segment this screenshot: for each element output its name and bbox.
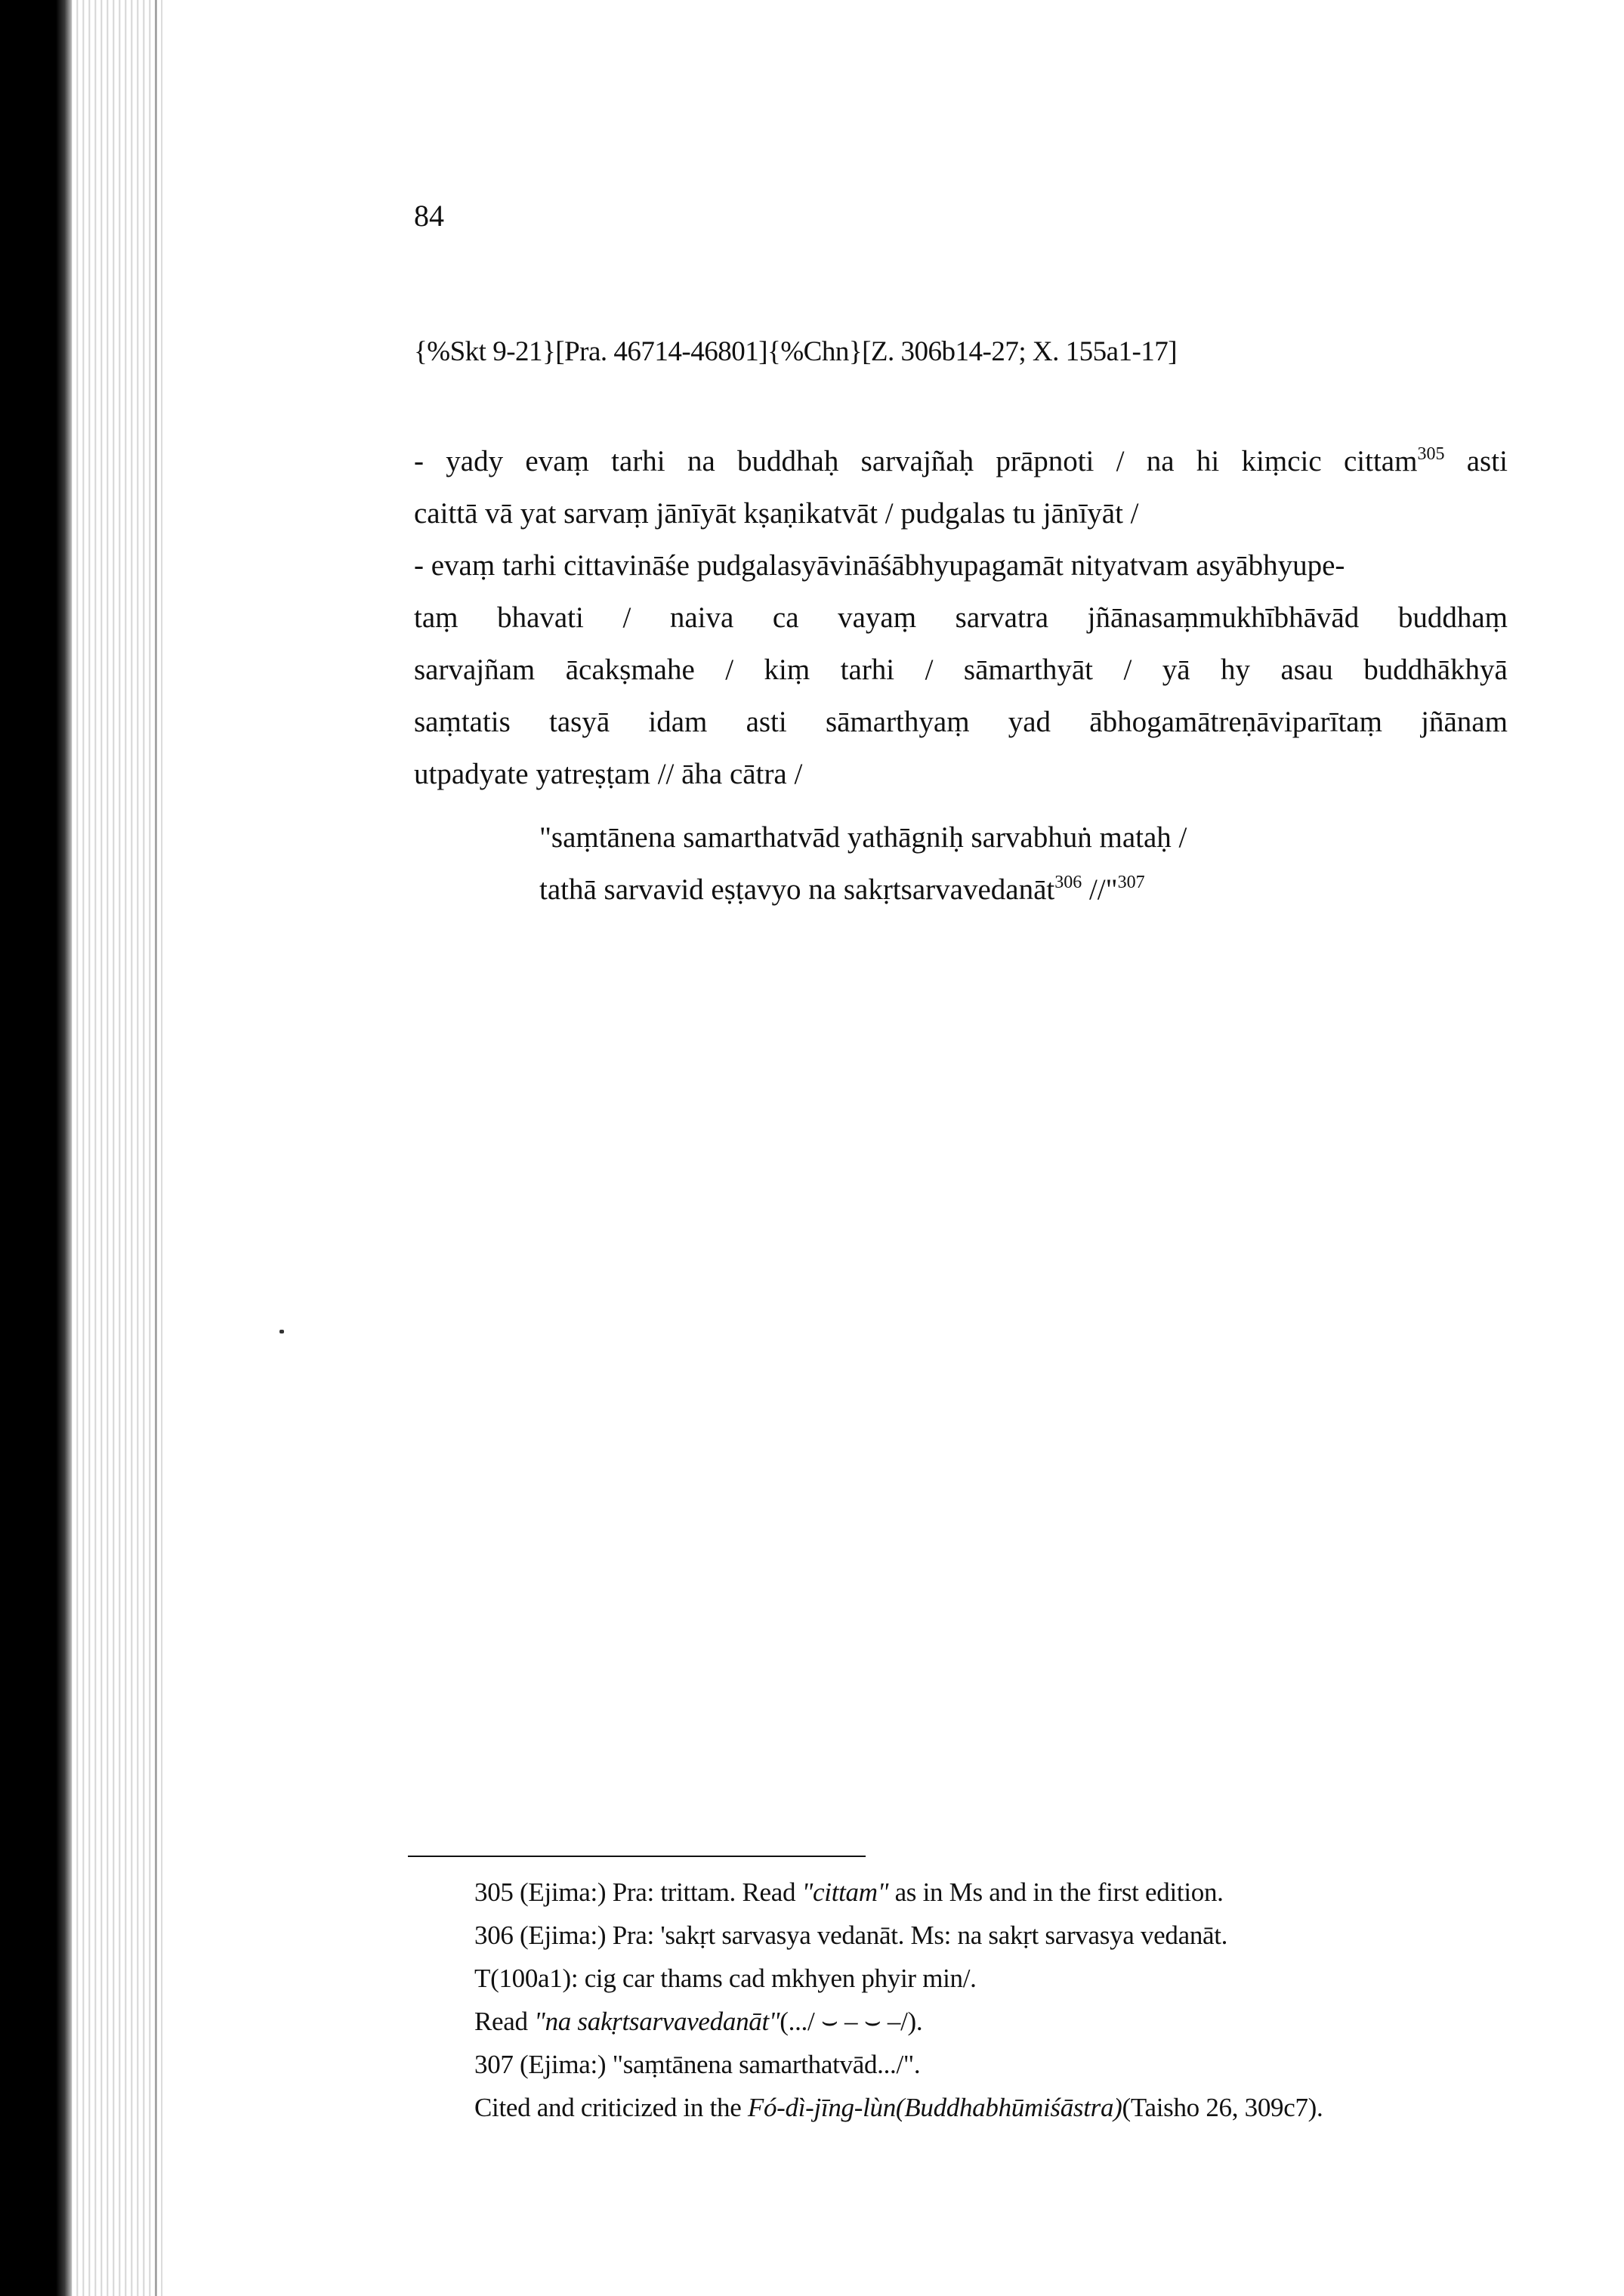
text-segment: Read	[474, 2007, 535, 2036]
text-segment: 306 (Ejima:) Pra: 'sakṛt sarvasya vedanāt. Ms: na sakṛt sarvasya vedanāt.	[474, 1921, 1228, 1950]
word: asti	[1466, 445, 1508, 477]
main-text	[414, 435, 1508, 800]
word: vayaṃ	[838, 601, 917, 634]
word: evaṃ	[525, 445, 589, 477]
word: sāmarthyāt	[963, 654, 1093, 686]
footnote-ref: 307	[1117, 873, 1145, 892]
word: sāmarthyaṃ	[825, 706, 970, 738]
text-line	[414, 748, 1508, 800]
verse-line	[539, 811, 1187, 864]
word: buddhākhyā	[1363, 654, 1508, 686]
text-line	[414, 487, 1508, 539]
word: kiṃcic	[1241, 445, 1322, 477]
footnote-line	[474, 1914, 1323, 1957]
word: tarhi	[840, 654, 895, 686]
word: /	[622, 601, 631, 634]
text-line	[414, 435, 1508, 487]
word: saṃtatis	[414, 706, 511, 738]
italic-text: "na sakṛtsarvavedanāt"	[534, 2007, 780, 2036]
text-segment: - evaṃ tarhi cittavināśe pudgalasyāvināśābhyupagamāt nityatvam asyābhyupe-	[414, 549, 1345, 582]
word: hy	[1221, 654, 1251, 686]
footnote-line	[474, 2043, 1323, 2086]
word: yā	[1162, 654, 1190, 686]
word: tarhi	[611, 445, 665, 477]
footnotes	[474, 1871, 1323, 2129]
text-segment: 307 (Ejima:) "saṃtānena samarthatvād.../".	[474, 2050, 921, 2079]
page-number: 84	[414, 199, 444, 233]
scan-gutter-line	[155, 0, 157, 2296]
word: taṃ	[414, 601, 458, 634]
source-reference: {%Skt 9-21}[Pra. 46714-46801]{%Chn}[Z. 306b14-27; X. 155a1-17]	[414, 336, 1178, 367]
word: yad	[1008, 706, 1051, 738]
word: bhavati	[497, 601, 584, 634]
text-line	[414, 539, 1508, 592]
italic-text: Fó-dì-jīng-lùn(Buddhabhūmiśāstra)	[747, 2093, 1122, 2122]
word: jñānam	[1421, 706, 1508, 738]
word: /	[725, 654, 734, 686]
footnote-ref: 305	[1417, 444, 1445, 464]
word: ābhogamātreṇāviparītaṃ	[1089, 706, 1382, 738]
word: kiṃ	[764, 654, 810, 686]
word: na	[1146, 445, 1175, 477]
text-segment: //"	[1082, 873, 1118, 906]
text-segment: (.../ ⌣ – ⌣ –/).	[780, 2007, 923, 2036]
word: hi	[1196, 445, 1220, 477]
verse-quotation	[539, 811, 1187, 916]
word: /	[925, 654, 934, 686]
footnote-line	[474, 2086, 1323, 2129]
word: -	[414, 445, 424, 477]
text-line	[414, 696, 1508, 748]
footnote-separator	[408, 1856, 866, 1857]
word: asti	[746, 706, 787, 738]
text-segment: 305 (Ejima:) Pra: trittam. Read	[474, 1877, 802, 1907]
word: idam	[648, 706, 708, 738]
word: ca	[772, 601, 799, 634]
text-line	[414, 644, 1508, 696]
word: buddhaḥ	[737, 445, 839, 477]
word: sarvajñaḥ	[860, 445, 974, 477]
word: /	[1123, 654, 1132, 686]
text-segment: (Taisho 26, 309c7).	[1122, 2093, 1323, 2122]
word: ācakṣmahe	[565, 654, 695, 686]
word: buddhaṃ	[1397, 601, 1508, 634]
word: /	[1116, 445, 1125, 477]
scan-binding-edge	[0, 0, 72, 2296]
text-segment: caittā vā yat sarvaṃ jānīyāt kṣaṇikatvāt / pudgalas tu jānīyāt /	[414, 497, 1139, 530]
footnote-line	[474, 2000, 1323, 2043]
word: na	[687, 445, 715, 477]
word: sarvajñam	[414, 654, 536, 686]
text-segment: Cited and criticized in the	[474, 2093, 748, 2122]
verse-line	[539, 864, 1187, 916]
word: naiva	[669, 601, 734, 634]
word: yady	[446, 445, 504, 477]
italic-text: "cittam"	[801, 1877, 889, 1907]
text-line	[414, 592, 1508, 644]
word: jñānasaṃmukhībhāvād	[1087, 601, 1360, 634]
footnote-line	[474, 1957, 1323, 2000]
footnote-ref: 306	[1054, 873, 1082, 892]
word: tasyā	[549, 706, 610, 738]
word: cittam$^{305}$	[1343, 444, 1445, 477]
word: sarvatra	[955, 601, 1049, 634]
text-segment: T(100a1): cig car thams cad mkhyen phyir min/.	[474, 1964, 977, 1993]
text-segment: as in Ms and in the first edition.	[888, 1877, 1224, 1907]
text-segment: "saṃtānena samarthatvād yathāgniḥ sarvabhuṅ mataḥ /	[539, 821, 1187, 854]
text-segment: utpadyate yatreṣṭam // āha cātra /	[414, 758, 803, 790]
scan-speck	[279, 1330, 284, 1333]
word: prāpnoti	[996, 445, 1095, 477]
word: asau	[1280, 654, 1333, 686]
text-segment: tathā sarvavid eṣṭavyo na sakṛtsarvavedanāt	[539, 873, 1055, 906]
footnote-line	[474, 1871, 1323, 1914]
